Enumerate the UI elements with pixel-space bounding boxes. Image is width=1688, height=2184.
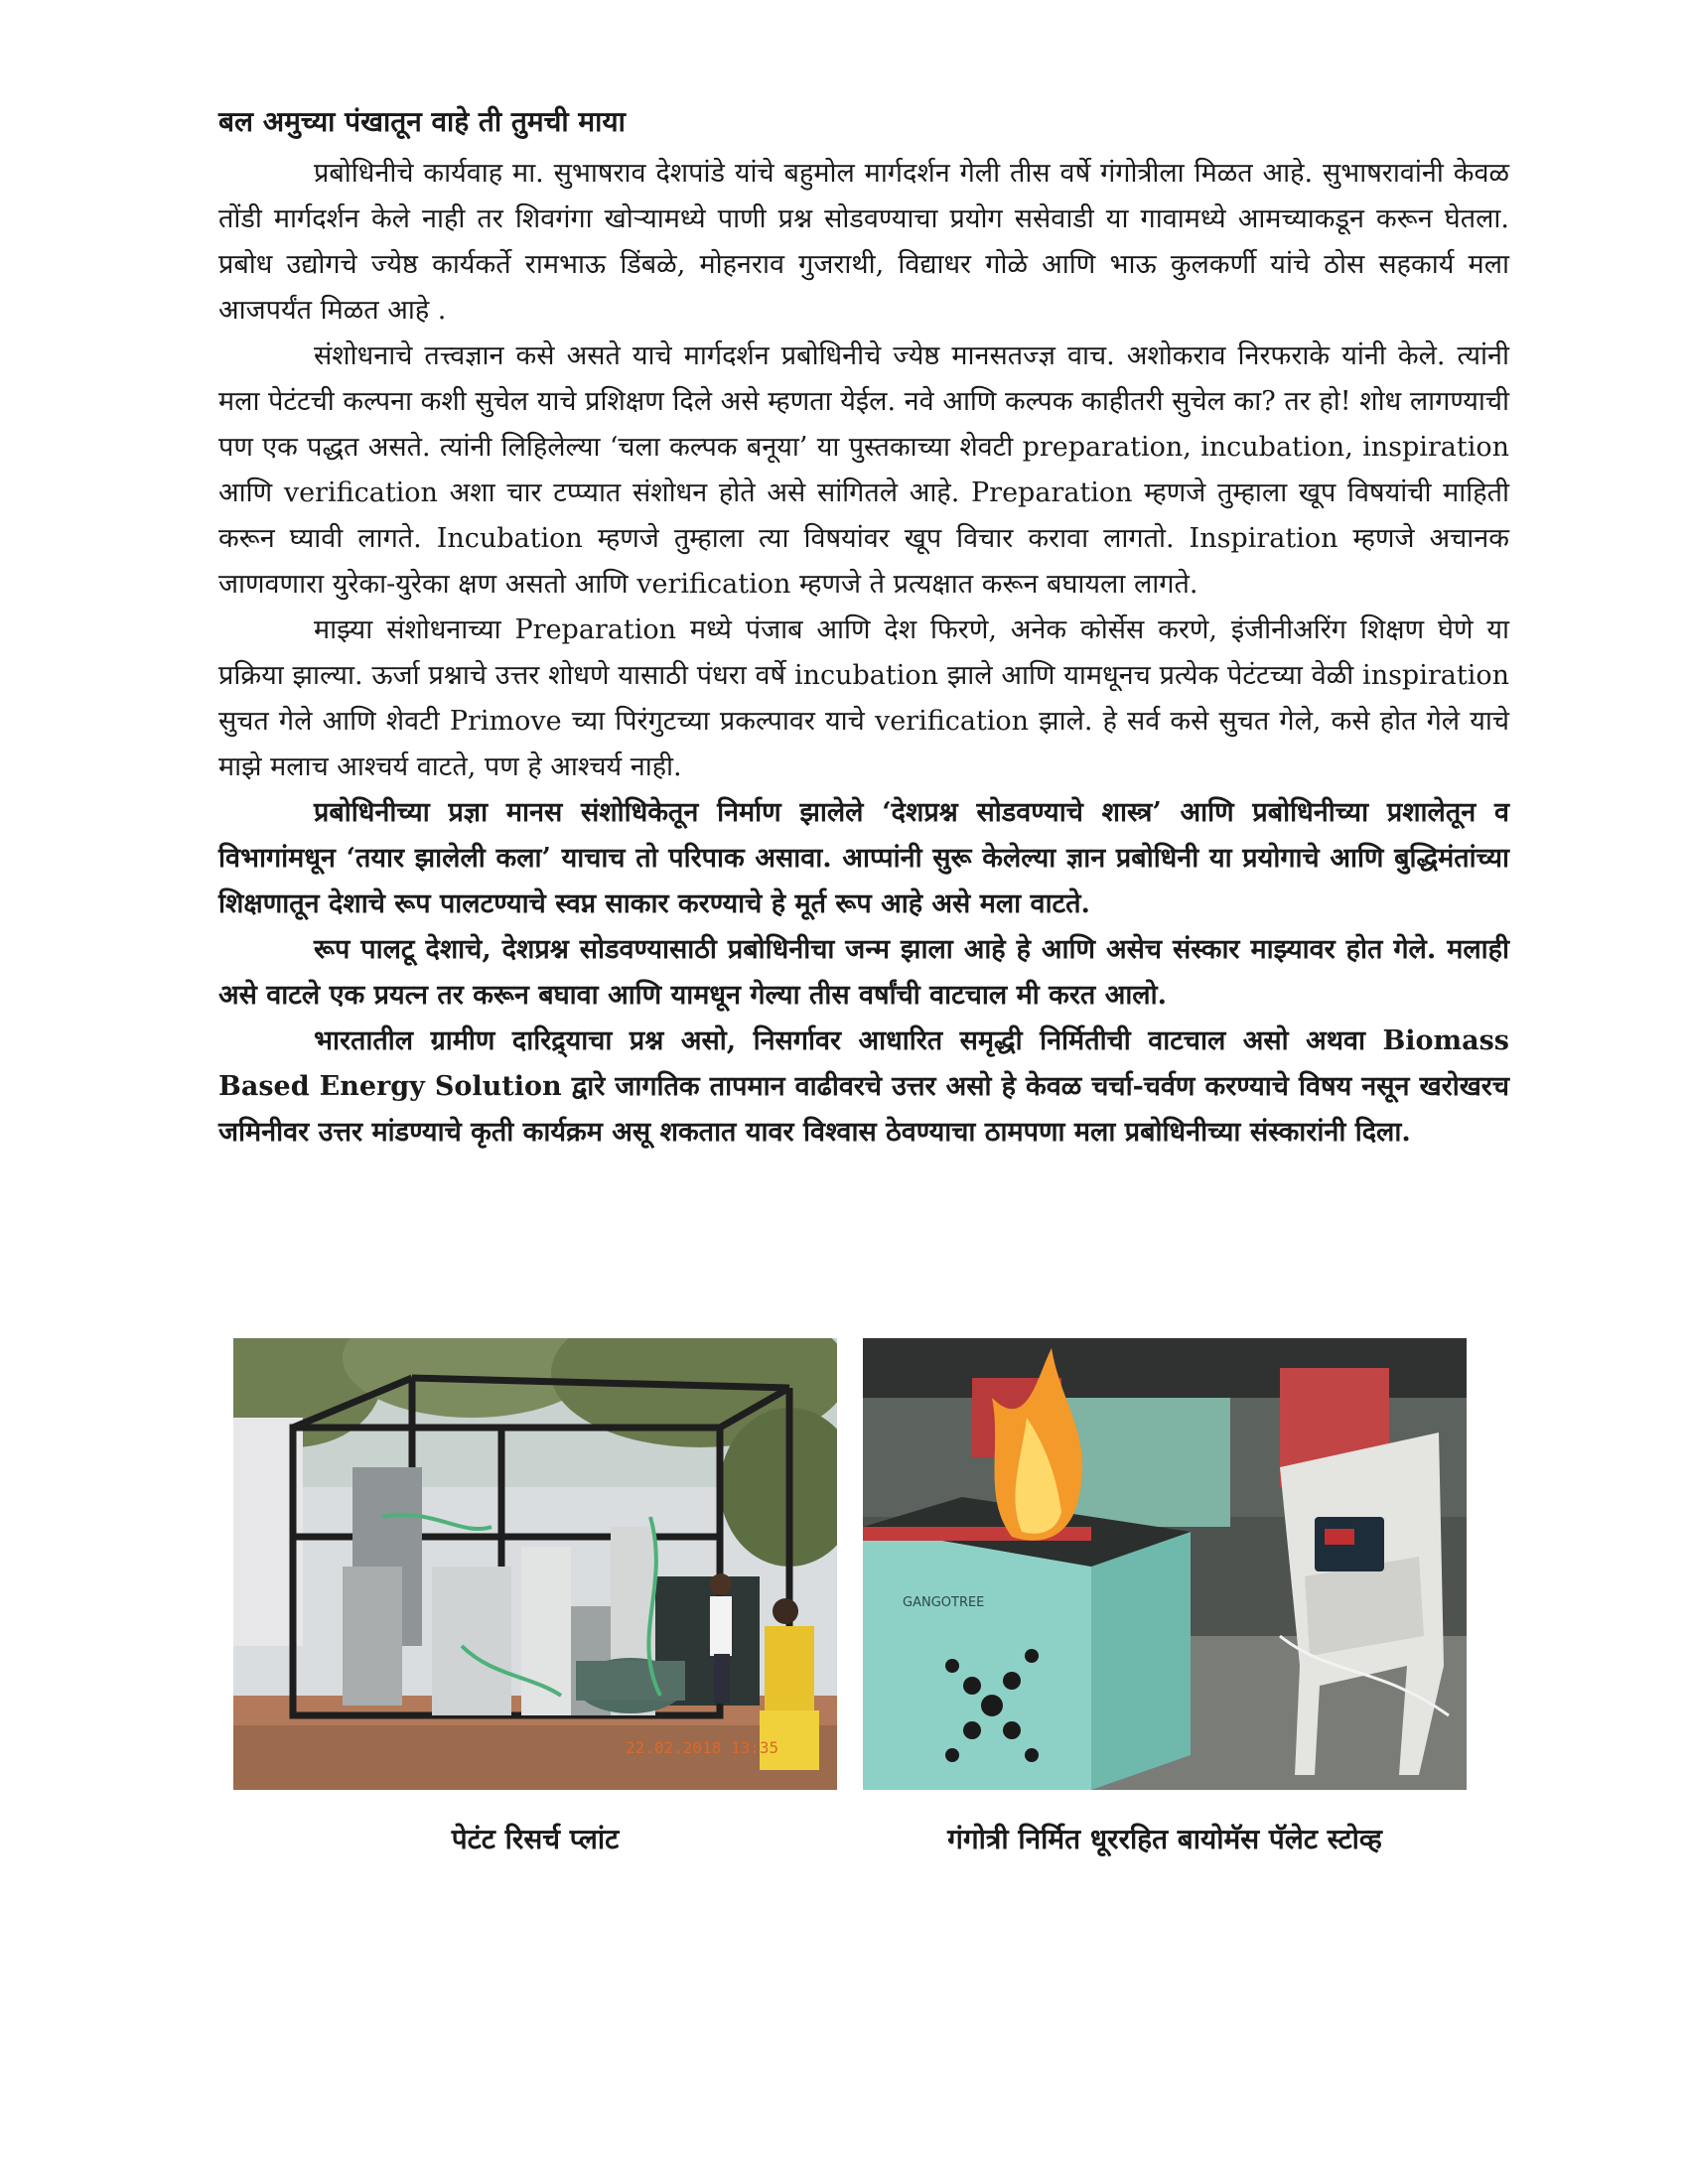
paragraph-2: संशोधनाचे तत्त्वज्ञान कसे असते याचे मार्गदर्शन प्रबोधिनीचे ज्येष्ठ मानसतज्ज्ञ वाच. अशोकराव निरफराके यांनी केले. त्यांनी मला पेटंटची कल्पना कशी सुचेल याचे प्रशिक्षण दिले असे म्हणता येईल. नवे आणि कल्पक काहीतरी सुचेल का? तर हो! शोध लागण्याची पण एक पद्धत असते. त्यांनी लिहिलेल्या ‘चला कल्पक बनूया’ या पुस्तकाच्या शेवटी preparation, incubation, inspiration आणि verification अशा चार टप्प्यात संशोधन होते असे सांगितले आहे. Preparation म्हणजे तुम्हाला खूप विषयांची माहिती करून घ्यावी लागते. Incubation म्हणजे तुम्हाला त्या विषयांवर खूप विचार करावा लागतो. Inspiration म्हणजे अचानक जाणवणारा युरेका-युरेका क्षण असतो आणि verification म्हणजे ते प्रत्यक्षात करून बघायला लागते.	[218, 341, 1509, 600]
caption-research-plant: पेटंट रिसर्च प्लांट	[451, 1823, 620, 1855]
biomass-stove-photo	[863, 1338, 1467, 1790]
figure-research-plant	[233, 1338, 837, 1855]
photo-date-stamp: 22.02.2018 13:35	[626, 1738, 779, 1757]
article-heading: बल अमुच्या पंखातून वाहे ती तुमची माया	[218, 105, 626, 138]
caption-biomass-stove: गंगोत्री निर्मित धूररहित बायोमॅस पॅलेट स्टोव्ह	[947, 1823, 1382, 1855]
paragraph-1: प्रबोधिनीचे कार्यवाह मा. सुभाषराव देशपांडे यांचे बहुमोल मार्गदर्शन गेली तीस वर्षे गंगोत्रीला मिळत आहे. सुभाषरावांनी केवळ तोंडी मार्गदर्शन केले नाही तर शिवगंगा खोऱ्यामध्ये पाणी प्रश्न सोडवण्याचा प्रयोग ससेवाडी या गावामध्ये आमच्याकडून करून घेतला. प्रबोध उद्योगचे ज्येष्ठ कार्यकर्ते रामभाऊ डिंबळे, मोहनराव गुजराथी, विद्याधर गोळे आणि भाऊ कुलकर्णी यांचे ठोस सहकार्य मला आजपर्यंत मिळत आहे .	[218, 158, 1509, 326]
stove-brand-label: GANGOTREE	[903, 1595, 985, 1610]
paragraph-3: माझ्या संशोधनाच्या Preparation मध्ये पंजाब आणि देश फिरणे, अनेक कोर्सेस करणे, इंजीनीअरिंग शिक्षण घेणे या प्रक्रिया झाल्या. ऊर्जा प्रश्नाचे उत्तर शोधणे यासाठी पंधरा वर्षे incubation झाले आणि यामधूनच प्रत्येक पेटंटच्या वेळी inspiration सुचत गेले आणि शेवटी Primove च्या पिरंगुटच्या प्रकल्पावर याचे verification झाले. हे सर्व कसे सुचत गेले, कसे होत गेले याचे माझे मलाच आश्चर्य वाटते, पण हे आश्चर्य नाही.	[218, 614, 1509, 782]
figure-biomass-stove	[863, 1338, 1467, 1855]
paragraph-6: भारतातील ग्रामीण दारिद्र्याचा प्रश्न असो, निसर्गावर आधारित समृद्धी निर्मितीची वाटचाल असो अथवा Biomass Based Energy Solution द्वारे जागतिक तापमान वाढीवरचे उत्तर असो हे केवळ चर्चा-चर्वण करण्याचे विषय नसून खरोखरच जमिनीवर उत्तर मांडण्याचे कृती कार्यक्रम असू शकतात यावर विश्वास ठेवण्याचा ठामपणा मला प्रबोधिनीच्या संस्कारांनी दिला.	[218, 1025, 1509, 1148]
figures-row	[233, 1338, 1468, 1855]
paragraph-4: प्रबोधिनीच्या प्रज्ञा मानस संशोधिकेतून निर्माण झालेले ‘देशप्रश्न सोडवण्याचे शास्त्र’ आणि प्रबोधिनीच्या प्रशालेतून व विभागांमधून ‘तयार झालेली कला’ याचाच तो परिपाक असावा. आप्पांनी सुरू केलेल्या ज्ञान प्रबोधिनी या प्रयोगाचे आणि बुद्धिमंतांच्या शिक्षणातून देशाचे रूप पालटण्याचे स्वप्न साकार करण्याचे हे मूर्त रूप आहे असे मला वाटते.	[218, 797, 1509, 919]
paragraph-5: रूप पालटू देशाचे, देशप्रश्न सोडवण्यासाठी प्रबोधिनीचा जन्म झाला आहे हे आणि असेच संस्कार माझ्यावर होत गेले. मलाही असे वाटले एक प्रयत्न तर करून बघावा आणि यामधून गेल्या तीस वर्षांची वाटचाल मी करत आलो.	[218, 934, 1509, 1011]
research-plant-photo	[233, 1338, 837, 1790]
article	[218, 99, 1509, 1156]
